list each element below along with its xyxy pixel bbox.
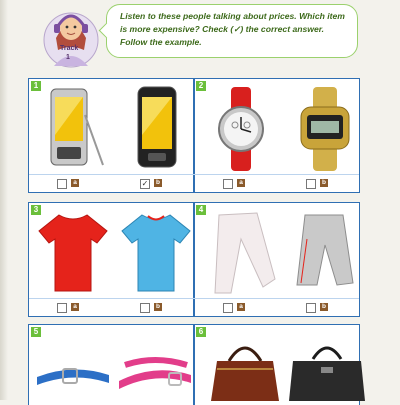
page-binding-shadow (0, 0, 8, 400)
option-label-a: a (237, 303, 245, 311)
option-label-b: b (320, 179, 328, 187)
option-label-b: b (154, 303, 162, 311)
red-tshirt-icon (35, 209, 111, 297)
checkbox-3b[interactable] (140, 303, 150, 313)
checkbox-4b[interactable] (306, 303, 316, 313)
option-label-a: a (237, 179, 245, 187)
track-label: Track (60, 45, 79, 52)
exercise-number: 5 (31, 327, 41, 337)
checkbox-2a[interactable] (223, 179, 233, 189)
track-character-icon (36, 0, 106, 68)
gray-pants-icon (287, 209, 363, 297)
checkbox-1a[interactable] (57, 179, 67, 189)
gold-digital-watch-icon (291, 85, 361, 173)
answer-row (29, 174, 359, 192)
white-pants-icon (205, 209, 281, 297)
option-label-a: a (71, 303, 79, 311)
pink-belt-icon (115, 355, 195, 399)
checkbox-4a[interactable] (223, 303, 233, 313)
checkbox-3a[interactable] (57, 303, 67, 313)
red-analog-watch-icon (207, 85, 277, 173)
exercise-number: 2 (196, 81, 206, 91)
black-bag-icon (287, 339, 367, 401)
exercise-number: 6 (196, 327, 206, 337)
track-number: 1 (66, 54, 70, 61)
option-label-b: b (320, 303, 328, 311)
brown-handbag-icon (207, 339, 283, 401)
blue-tshirt-icon (118, 209, 194, 297)
smartphone-icon (124, 85, 194, 173)
exercise-row-3 (28, 324, 360, 405)
exercise-row-1 (28, 78, 360, 193)
blue-belt-icon (33, 359, 113, 399)
exercise-number: 3 (31, 205, 41, 215)
answer-row (29, 298, 359, 316)
option-label-b: b (154, 179, 162, 187)
checkbox-2b[interactable] (306, 179, 316, 189)
smartphone-stylus-icon (41, 85, 111, 173)
exercise-number: 4 (196, 205, 206, 215)
exercise-number: 1 (31, 81, 41, 91)
instructions-text: Listen to these people talking about prices. Which item is more expensive? Check (✓) the correct answer. Follow the example. (120, 11, 345, 47)
option-label-a: a (71, 179, 79, 187)
exercise-row-2 (28, 202, 360, 317)
checkbox-1b[interactable]: ✓ (141, 179, 149, 188)
